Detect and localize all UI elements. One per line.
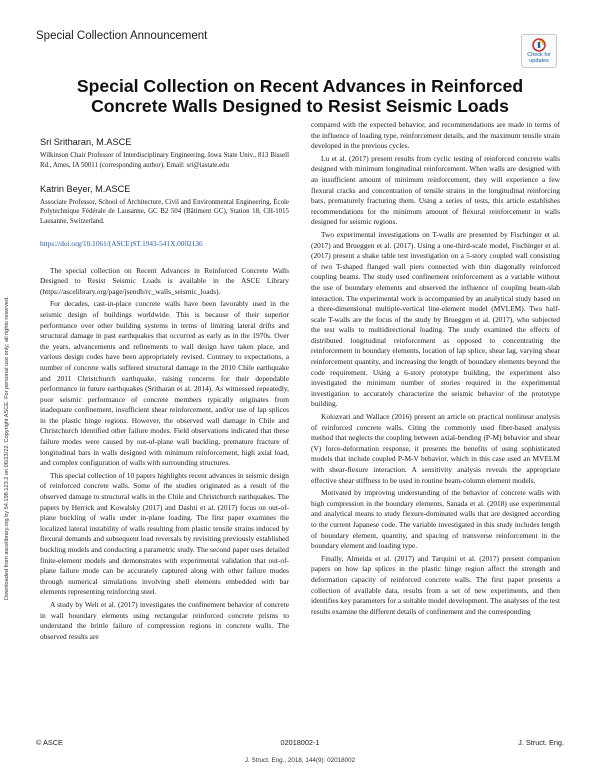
footer-citation: J. Struct. Eng., 2018, 144(9): 02018002 xyxy=(244,757,356,764)
badge-line-2: updates xyxy=(529,58,549,64)
body-paragraph: For decades, cast-in-place concrete walls have been favorably used in the seismic design of buildings worldwide. This is because of their superior performance over other building systems in terms of limiting lateral drifts and structural damage in past earthquakes that occurred as early as in the 1970s. Over the years, advancements and refinements to wall design have taken place, and various design codes have been appropriately revised. Contrary to expectations, a number of concrete walls suffered structural damage in the 2010 Chile earthquake and 2011 Christchurch earthquake, raising concerns for their dependable performance in future earthquakes (Sritharan et al. 2014). As witnessed repeatedly, poor seismic performance of concrete members typically originates from inadequate confinement, insufficient shear reinforcement, and/or use of lap splices in the plastic hinge regions. However, the observed wall damage in Chile and Christchurch identified other failure modes. Field observations indicated that these failure modes were caused by out-of-plane wall buckling, premature fracture of longitudinal bars in walls designed with minimum reinforcement, high axial load, and complex configuration of walls with surrounding structures. xyxy=(40,299,289,468)
author-name: Sri Sritharan, M.ASCE xyxy=(40,137,132,147)
body-paragraph: compared with the expected behavior, and recommendations are made in terms of the influence of loading type, reinforcement details, and the maximum tensile strain developed in the previous cycles. xyxy=(311,120,560,151)
check-for-updates-badge[interactable] xyxy=(521,34,557,68)
author-name: Katrin Beyer, M.ASCE xyxy=(40,183,131,194)
badge-line-1: Check for xyxy=(527,52,551,58)
body-paragraph: Lu et al. (2017) present results from cyclic testing of reinforced concrete walls designed with minimum longitudinal reinforcement. When walls are designed with an insufficient amount of minimum reinforcement, they will experience a few flexural cracks and concentration of tensile strains in the longitudinal reinforcing bars, prematurely fracturing them. Using a series of tests, this article establishes recommendations for the minimum amount of flexural reinforcement in walls designed for seismic regions. xyxy=(311,153,560,227)
doi-link[interactable]: https://doi.org/10.1061/(ASCE)ST.1943-541X.0002136 xyxy=(40,238,203,248)
right-column xyxy=(311,120,560,619)
body-paragraph: This special collection of 10 papers highlights recent advances in seismic design of reinforced concrete walls. Some of the studies originated as a result of the observed damage to structural walls in the Chile and Christchurch earthquakes. The papers by Herrick and Kowalsky (2017) and Dashti et al. (2017) focus on out-of-plane buckling of walls under in-plane loading. The first paper examines the localized lateral instability of walls resulting from plastic tensile strains induced by flexural demands and subsequent load reversals by revisiting previously established buckling models and conducting a parametric study. The second paper uses detailed finite-element models and demonstrates with experimental validation that out-of-plane failure mode can be accurately captured along with other failure modes through numerical simulations involving shell elements embedded with bar elements representing reinforcing steel. xyxy=(40,470,289,597)
intro-paragraph: The special collection on Recent Advances in Reinforced Concrete Walls Designed to Resist Seismic Loads is available in the ASCE Library (https://ascelibrary.org/page/jsendh/rc_walls_seismic_loads). xyxy=(40,265,289,296)
footer-copyright: © ASCE xyxy=(36,738,63,747)
body-paragraph: Kolozvari and Wallace (2016) present an article on practical nonlinear analysis of reinforced concrete walls. Citing the commonly used fiber-based analysis method that neglects the coupling between axial-bending (P-M) behavior and shear (V) force-deformation response, it presents the benefits of using sophisticated models that include coupled P-M-V behavior, which in this case used an MVELM with shear-flexure interaction. A sensitivity analysis reveals the appropriate effective shear stiffness to be used in routine beam-column element models. xyxy=(311,412,560,485)
body-paragraph: Finally, Almeida et al. (2017) and Tarquini et al. (2017) present companion papers on how lap splices in the plastic hinge region affect the strength and deformation capacity of reinforced concrete walls. The first paper presents a collection of available data, results from a set of new experiments, and then identifies key parameters for a suitable model development. The analyses of the test results examine the different details of confinement and the corresponding xyxy=(311,553,560,616)
update-check-icon xyxy=(532,38,546,52)
download-notice: Downloaded from ascelibrary.org by 54.198.123.2 on 06/23/22. Copyright ASCE. For personal use only; all rights reserved. xyxy=(4,296,10,600)
left-column xyxy=(40,136,289,644)
body-paragraph: A study by Welt et al. (2017) investigates the confinement behavior of concrete in wall boundary elements using rectangular reinforced concrete prisms to understand the brittle failure of compression regions in concrete walls. The observed results are xyxy=(40,599,289,641)
footer-page-id: 02018002-1 xyxy=(280,738,320,747)
footer-journal: J. Struct. Eng. xyxy=(518,738,564,747)
author-affiliation: Associate Professor, School of Architecture, Civil and Environmental Engineering, École Polytechnique Fédérale de Lausanne, GC B2 504 (Bâtiment GC), Station 18, CH-1015 Lausanne, Switzerland. xyxy=(40,198,289,226)
author-affiliation: Wilkinson Chair Professor of Interdisciplinary Engineering, Iowa State Univ., 813 Bissell Rd., Ames, IA 50011 (corresponding author). Email: sri@iastate.edu xyxy=(40,152,289,169)
section-label: Special Collection Announcement xyxy=(36,30,208,42)
body-paragraph: Two experimental investigations on T-walls are presented by Fischinger et al. (2017) and Brueggen et al. (2017). Using a one-third-scale model, Fischinger et al. (2017) present a shake table test investigation on a 5-story coupled wall consisting of two T-shaped flanged wall piers connected with thin diagonally reinforced coupling beams. The study used confinement reinforcement as a variable without the use of boundary elements and observed the influence of coupling beam-slab interaction. The experimental work is accompanied by an analytical study based on a three-dimensional multiple-vertical line-element model (MVLEM). Two half-scale T-walls are the focus of the study by Brueggen et al. (2017), who subjected the test walls to multidirectional loading. The study examined the effects of distributed longitudinal reinforcement as opposed to concentrating the reinforcement in boundary elements, location of lap splice, shear lag, varying shear reinforcement quantity, and increasing the length of boundary elements beyond the code requirement. Using a 6-story prototype building, the experiment also investigated the minimum number of stories required in the experimental investigation to accurately characterize the seismic behavior of the prototype building. xyxy=(311,229,560,409)
body-paragraph: Motivated by improving understanding of the behavior of concrete walls with high compression in the boundary elements, Sanada et al. (2018) use experimental and analytical means to study flexure-dominated walls that are designed according to the current Japanese code. The variable investigated in this study includes length of boundary element, quantity, and spacing of transverse reinforcement in the boundary element and loading type. xyxy=(311,488,560,551)
article-title: Special Collection on Recent Advances in Reinforced Concrete Walls Designed to Resist Seismic Loads xyxy=(76,76,524,116)
